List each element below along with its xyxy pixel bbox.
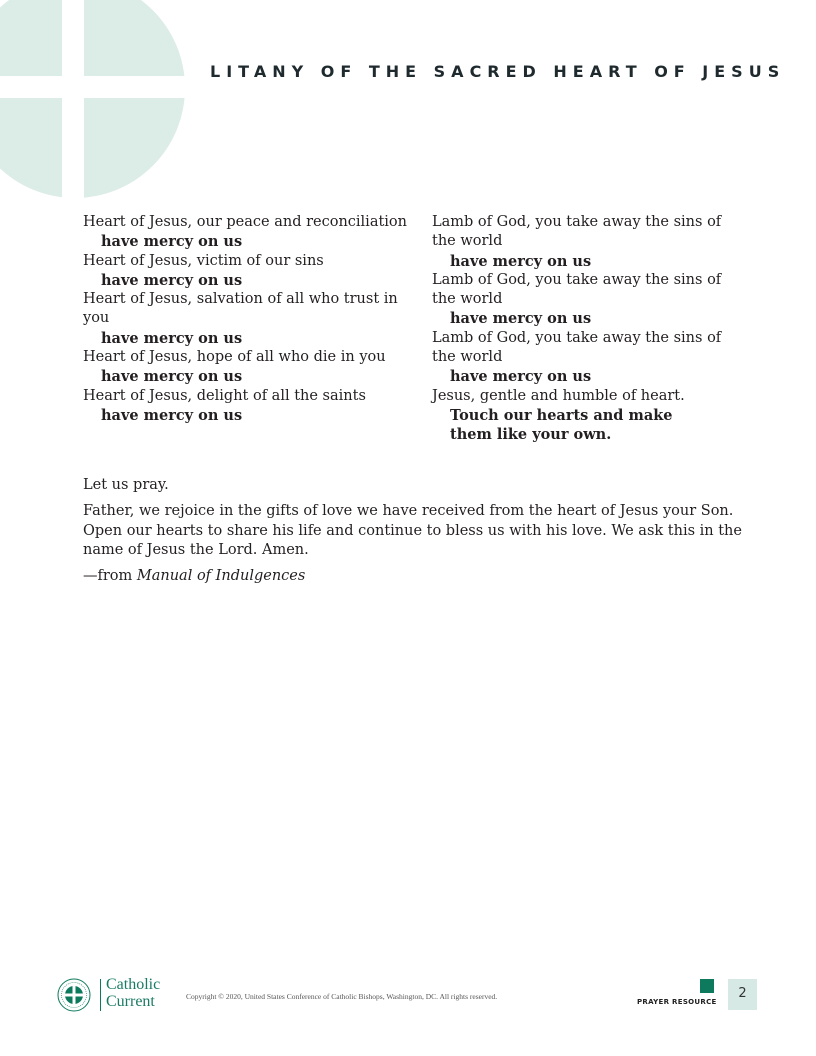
page-number: 2 xyxy=(738,986,747,1001)
lamb-line-continued: the world xyxy=(432,349,503,366)
closing-prayer xyxy=(83,476,758,593)
litany-line: Heart of Jesus, salvation of all who trust in you xyxy=(83,291,398,327)
source-prefix: —from xyxy=(83,568,137,585)
litany-response: have mercy on us xyxy=(101,406,243,424)
page-title: LITANY OF THE SACRED HEART OF JESUS xyxy=(210,62,786,81)
closing-response: them like your own. xyxy=(450,426,612,444)
litany-response: have mercy on us xyxy=(101,271,243,289)
resource-label: PRAYER RESOURCE xyxy=(637,998,717,1006)
litany-response: have mercy on us xyxy=(101,329,243,347)
litany-response: have mercy on us xyxy=(101,233,243,251)
lamb-line-continued: the world xyxy=(432,233,503,250)
lamb-line: Lamb of God, you take away the sins of xyxy=(432,329,722,346)
brand-line: Catholic xyxy=(106,976,161,993)
lamb-line: Lamb of God, you take away the sins of xyxy=(432,214,722,230)
source-title: Manual of Indulgences xyxy=(136,568,306,585)
prayer-invitation: Let us pray. xyxy=(83,477,169,493)
brand-line: Current xyxy=(106,993,155,1010)
litany-response: have mercy on us xyxy=(450,368,592,386)
litany-line: Heart of Jesus, hope of all who die in you xyxy=(83,349,386,366)
copyright-notice: Copyright © 2020, United States Conference of Catholic Bishops, Washington, DC. All rights reserved. xyxy=(186,992,498,1001)
resource-square-icon xyxy=(700,979,714,993)
litany-line: Heart of Jesus, delight of all the saints xyxy=(83,387,366,404)
litany-response: have mercy on us xyxy=(450,310,592,328)
lamb-line-continued: the world xyxy=(432,291,503,308)
litany-right-column xyxy=(432,213,722,445)
catholic-current-brand xyxy=(106,976,160,1010)
corner-cross-decoration xyxy=(0,0,190,200)
litany-line: Heart of Jesus, our peace and reconciliation xyxy=(83,214,407,230)
litany-line: Heart of Jesus, victim of our sins xyxy=(83,252,324,269)
litany-left-column xyxy=(83,213,418,425)
prayer-text: Father, we rejoice in the gifts of love we have received from the heart of Jesus your Son. Open our hearts to share his life and continue to bless us with his love. We ask this in the name of Jesus the Lord. Amen. xyxy=(83,503,742,558)
litany-response: have mercy on us xyxy=(450,252,592,270)
litany-response: have mercy on us xyxy=(101,368,243,386)
lamb-line: Lamb of God, you take away the sins of xyxy=(432,271,722,288)
closing-line: Jesus, gentle and humble of heart. xyxy=(432,387,685,404)
closing-response: Touch our hearts and make xyxy=(450,406,673,424)
prayer-source xyxy=(83,567,758,586)
